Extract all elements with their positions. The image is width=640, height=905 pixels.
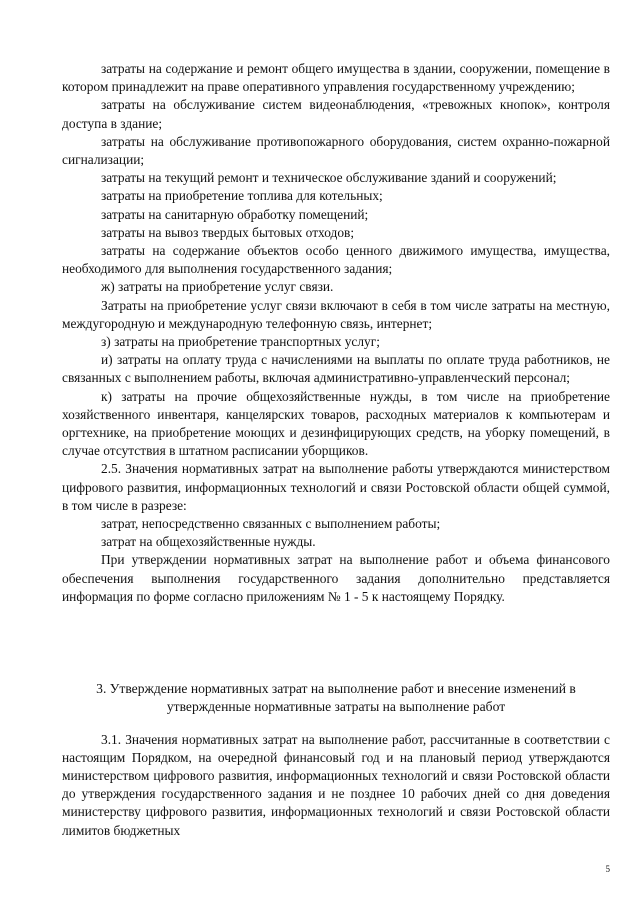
paragraph: При утверждении нормативных затрат на выполнение работ и объема финансового обеспечения выполнения государственного задания дополнительно представляется информация по форме согласно приложениям № 1 - 5 к настоящему Порядку.: [62, 552, 610, 604]
paragraph: затраты на текущий ремонт и техническое обслуживание зданий и сооружений;: [101, 170, 557, 186]
paragraph: затраты на содержание объектов особо ценного движимого имущества, имущества, необходимого для выполнения государственного задания;: [62, 243, 610, 277]
page-number: 5: [605, 864, 610, 874]
paragraph: затраты на санитарную обработку помещений;: [101, 206, 369, 222]
bottom-paragraphs: [62, 731, 610, 840]
section-spacer: [62, 606, 610, 680]
paragraph: затрат на общехозяйственные нужды.: [101, 534, 316, 550]
paragraph: затраты на вывоз твердых бытовых отходов;: [101, 224, 355, 240]
paragraph: затрат, непосредственно связанных с выполнением работы;: [101, 516, 441, 532]
top-paragraphs: [62, 60, 610, 606]
section-heading: 3. Утверждение нормативных затрат на выполнение работ и внесение изменений в утвержденные нормативные затраты на выполнение работ: [96, 681, 576, 715]
paragraph: и) затраты на оплату труда с начислениями на выплаты по оплате труда работников, не связанных с выполнением работы, включая административно-управленческий персонал;: [62, 352, 610, 386]
paragraph: з) затраты на приобретение транспортных услуг;: [101, 334, 380, 350]
paragraph: 3.1. Значения нормативных затрат на выполнение работ, рассчитанные в соответствии с настоящим Порядком, на очередной финансовый год и на плановый период утверждаются министерством цифрового развития, информационных технологий и связи Ростовской области до утверждения государственного задания и не позднее 10 рабочих дней со дня доведения министерству цифрового развития, информационных технологий и связи Ростовской области лимитов бюджетных: [62, 731, 610, 838]
paragraph: 2.5. Значения нормативных затрат на выполнение работы утверждаются министерством цифрового развития, информационных технологий и связи Ростовской области общей суммой, в том числе в разрезе:: [62, 461, 610, 513]
paragraph: затраты на содержание и ремонт общего имущества в здании, сооружении, помещение в котором принадлежит на праве оперативного управления государственному учреждению;: [62, 61, 610, 95]
paragraph: затраты на обслуживание противопожарного оборудования, систем охранно-пожарной сигнализации;: [62, 133, 610, 168]
paragraph: к) затраты на прочие общехозяйственные нужды, в том числе на приобретение хозяйственного инвентаря, канцелярских товаров, расходных материалов к компьютерам и оргтехнике, на приобретение моющих и дезинфицирующих средств, на уборку помещений, в случае отсутствия в штатном расписании уборщиков.: [62, 388, 610, 459]
page-content: [62, 60, 610, 840]
paragraph: затраты на обслуживание систем видеонаблюдения, «тревожных кнопок», контроля доступа в здание;: [62, 97, 610, 131]
paragraph: затраты на приобретение топлива для котельных;: [101, 188, 383, 204]
paragraph: ж) затраты на приобретение услуг связи.: [101, 279, 334, 295]
paragraph: Затраты на приобретение услуг связи включают в себя в том числе затраты на местную, междугородную и международную телефонную связь, интернет;: [62, 297, 610, 331]
